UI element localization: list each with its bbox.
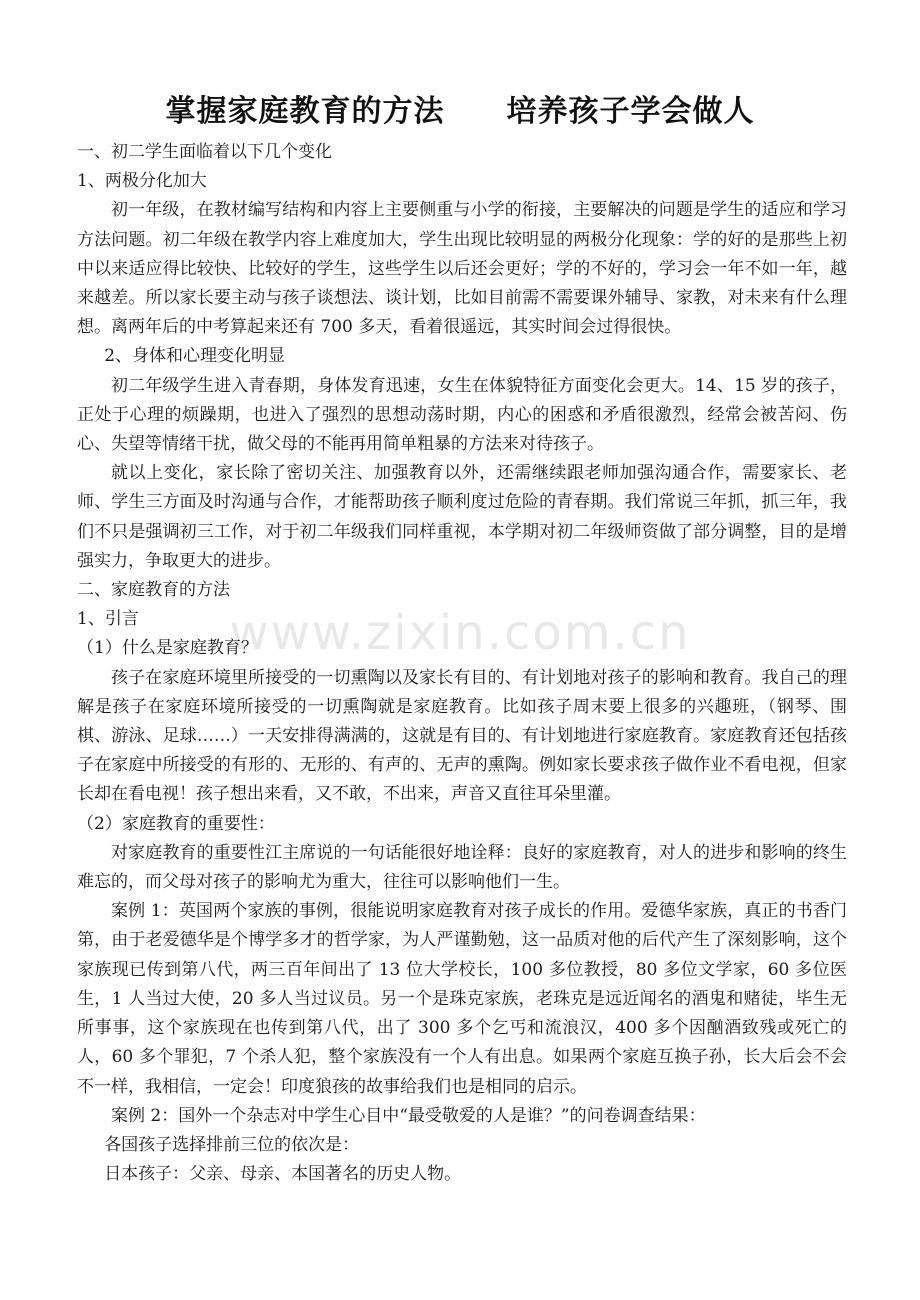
section-heading: 二、家庭教育的方法 xyxy=(77,580,230,601)
paragraph: 初二年级学生进入青春期，身体发育迅速，女生在体貌特征方面变化会更大。14、15 岁的孩子，正处于心理的烦躁期，也进入了强烈的思想动荡时期，内心的困惑和矛盾很激烈，经常会被苦闷、伤心、失望等情绪干扰，做父母的不能再用简单粗暴的方法来对待孩子。 xyxy=(77,375,847,455)
document-body xyxy=(77,138,847,1189)
paragraph: 初一年级，在教材编写结构和内容上主要侧重与小学的衔接，主要解决的问题是学生的适应和学习方法问题。初二年级在教学内容上难度加大，学生出现比较明显的两极分化现象：学的好的是那些上初中以来适应得比较快、比较好的学生，这些学生以后还会更好；学的不好的，学习会一年不如一年，越来越差。所以家长要主动与孩子谈想法、谈计划，比如目前需不需要课外辅导、家教，对未来有什么理想。离两年后的中考算起来还有 700 多天，看着很遥远，其实时间会过得很快。 xyxy=(77,200,847,338)
paragraph: 就以上变化，家长除了密切关注、加强教育以外，还需继续跟老师加强沟通合作，需要家长、老师、学生三方面及时沟通与合作，才能帮助孩子顺利度过危险的青春期。我们常说三年抓，抓三年，我们不只是强调初三工作，对于初二年级我们同样重视，本学期对初二年级师资做了部分调整，目的是增强实力，争取更大的进步。 xyxy=(77,463,847,571)
paragraph: 对家庭教育的重要性江主席说的一句话能很好地诠释：良好的家庭教育，对人的进步和影响的终生难忘的，而父母对孩子的影响尤为重大，往往可以影响他们一生。 xyxy=(77,842,847,893)
section-heading: 1、两极分化加大 xyxy=(77,171,207,192)
paragraph: 案例 1：英国两个家族的事例，很能说明家庭教育对孩子成长的作用。爱德华家族，真正的书香门第，由于老爱德华是个博学多才的哲学家，为人严谨勤勉，这一品质对他的后代产生了深刻影响，这个家族现已传到第八代，两三百年间出了 13 位大学校长，100 多位教授，80 多位文学家，60 多位医生，1 人当过大使，20 多人当过议员。另一个是珠克家族，老珠克是远近闻名的酒鬼和赌徒，毕生无所事事，这个家族现在也传到第八代，出了 300 多个乞丐和流浪汉，400 多个因酗酒致残或死亡的人，60 多个罪犯，7 个杀人犯，整个家族没有一个人有出息。如果两个家庭互换子孙，长大后会不会不一样，我相信，一定会！印度狼孩的故事给我们也是相同的启示。 xyxy=(77,901,847,1097)
section-heading: 1、引言 xyxy=(77,609,139,630)
subsection-heading: 日本孩子：父亲、母亲、本国著名的历史人物。 xyxy=(104,1164,462,1185)
subsection-heading: 2、身体和心理变化明显 xyxy=(104,346,286,367)
document-title: 掌握家庭教育的方法 培养孩子学会做人 xyxy=(165,94,755,129)
paragraph: 孩子在家庭环境里所接受的一切熏陶以及家长有目的、有计划地对孩子的影响和教育。我自己的理解是孩子在家庭环境所接受的一切熏陶就是家庭教育。比如孩子周末要上很多的兴趣班，（钢琴、围棋、游泳、足球……）一天安排得满满的，这就是有目的、有计划地进行家庭教育。家庭教育还包括孩子在家庭中所接受的有形的、无形的、有声的、无声的熏陶。例如家长要求孩子做作业不看电视，但家长却在看电视！孩子想出来看，又不敢，不出来，声音又直往耳朵里灌。 xyxy=(77,667,847,805)
section-heading: 一、初二学生面临着以下几个变化 xyxy=(77,142,332,162)
section-heading: （2）家庭教育的重要性： xyxy=(77,813,275,834)
paragraph: 案例 2：国外一个杂志对中学生心目中“最受敬爱的人是谁？”的问卷调查结果： xyxy=(111,1105,706,1126)
section-heading: （1）什么是家庭教育？ xyxy=(77,638,258,659)
watermark: www.zixin.com.cn xyxy=(229,605,691,661)
subsection-heading: 各国孩子选择排前三位的依次是： xyxy=(104,1134,360,1155)
